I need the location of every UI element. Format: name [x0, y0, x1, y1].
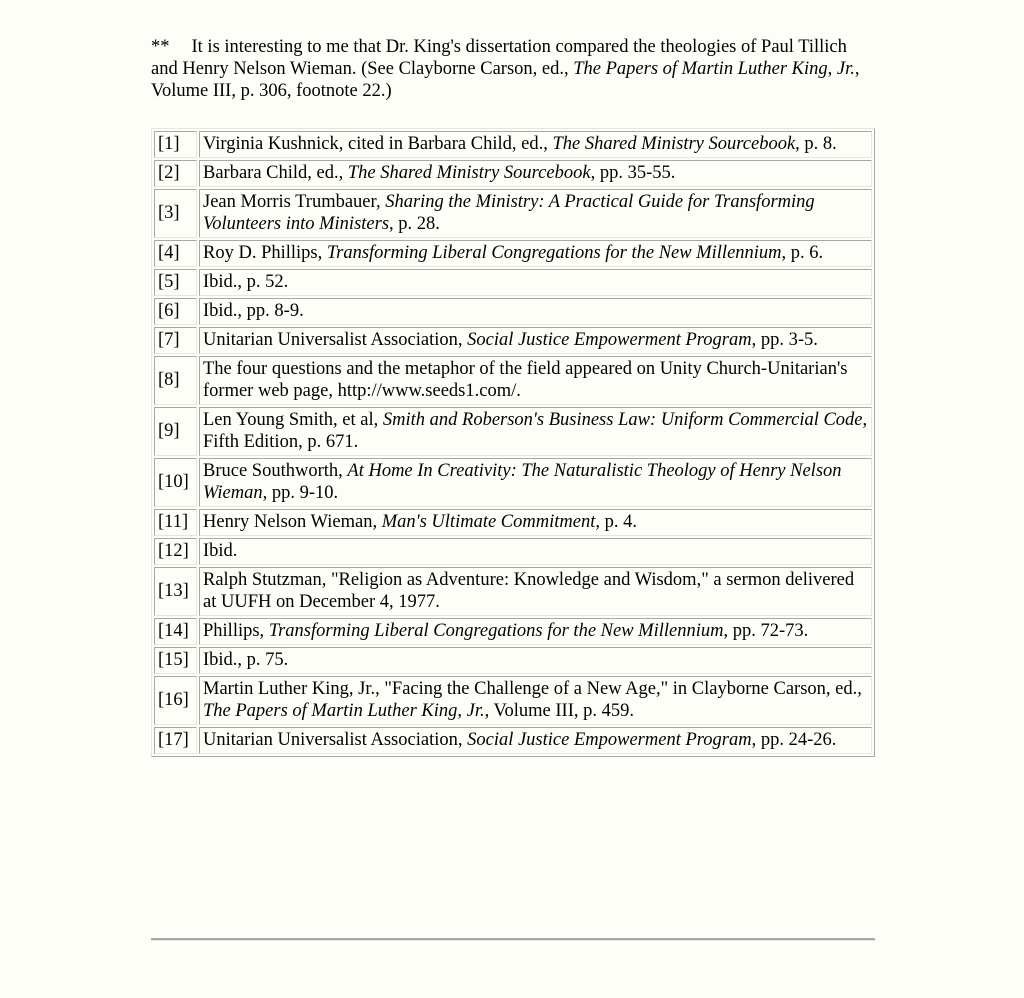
endnote-text	[199, 647, 872, 674]
endnote-row	[154, 647, 872, 674]
endnote-text	[199, 676, 872, 725]
horizontal-rule	[151, 938, 875, 941]
endnotes-table	[151, 128, 875, 757]
text-run: Barbara Child, ed.,	[203, 163, 348, 183]
italic-title: The Papers of Martin Luther King, Jr.	[573, 59, 855, 79]
endnote-text	[199, 131, 872, 158]
text-run: Bruce Southworth,	[203, 461, 348, 481]
text-run: Henry Nelson Wieman,	[203, 512, 382, 532]
endnote-number: [13]	[154, 567, 197, 616]
endnote-row	[154, 356, 872, 405]
footnote-marker: **	[151, 37, 170, 57]
endnote-text	[199, 269, 872, 296]
text-run: , Volume III, p. 306, footnote 22.)	[151, 59, 860, 101]
endnote-number: [16]	[154, 676, 197, 725]
text-run: Phillips,	[203, 621, 269, 641]
endnote-row	[154, 240, 872, 267]
italic-title: Social Justice Empowerment Program	[467, 330, 752, 350]
text-run: Ibid.	[203, 541, 238, 561]
text-run: , p. 8.	[795, 134, 837, 154]
endnote-row	[154, 538, 872, 565]
endnote-text	[199, 298, 872, 325]
endnote-row	[154, 189, 872, 238]
text-run: , p. 6.	[781, 243, 824, 263]
endnote-number: [9]	[154, 407, 197, 456]
endnote-row	[154, 458, 872, 507]
endnote-row	[154, 509, 872, 536]
endnote-number: [15]	[154, 647, 197, 674]
text-run: Martin Luther King, Jr., "Facing the Challenge of a New Age," in Clayborne Carson, ed.,	[203, 679, 862, 699]
endnote-number: [17]	[154, 727, 197, 754]
endnote-number: [14]	[154, 618, 197, 645]
endnote-text	[199, 538, 872, 565]
intro-footnote	[151, 36, 871, 102]
endnote-text	[199, 356, 872, 405]
endnote-text	[199, 240, 872, 267]
endnote-number: [7]	[154, 327, 197, 354]
text-run: , pp. 9-10.	[262, 483, 339, 503]
endnote-row	[154, 618, 872, 645]
text-run: Jean Morris Trumbauer,	[203, 192, 386, 212]
endnote-text	[199, 458, 872, 507]
endnote-text	[199, 618, 872, 645]
text-run: Ralph Stutzman, "Religion as Adventure: Knowledge and Wisdom," a sermon delivered at UUFH on December 4, 1977.	[203, 570, 855, 612]
italic-title: The Shared Ministry Sourcebook	[552, 134, 796, 154]
text-run: Unitarian Universalist Association,	[203, 330, 468, 350]
italic-title: Transforming Liberal Congregations for the New Millennium	[268, 621, 724, 641]
text-run: , pp. 3-5.	[751, 330, 818, 350]
endnote-text	[199, 189, 872, 238]
endnote-number: [11]	[154, 509, 197, 536]
endnote-number: [6]	[154, 298, 197, 325]
text-run: , Fifth Edition, p. 671.	[203, 410, 868, 452]
endnote-number: [5]	[154, 269, 197, 296]
endnote-text	[199, 567, 872, 616]
endnote-row	[154, 160, 872, 187]
italic-title: The Papers of Martin Luther King, Jr.	[203, 701, 485, 721]
italic-title: Sharing the Ministry: A Practical Guide for Transforming Volunteers into Ministers	[203, 192, 815, 234]
endnote-row	[154, 269, 872, 296]
endnote-number: [2]	[154, 160, 197, 187]
italic-title: Social Justice Empowerment Program	[467, 730, 752, 750]
italic-title: At Home In Creativity: The Naturalistic Theology of Henry Nelson Wieman	[203, 461, 842, 503]
text-run: Ibid., p. 75.	[203, 650, 289, 670]
text-run: Ibid., pp. 8-9.	[203, 301, 304, 321]
italic-title: Smith and Roberson's Business Law: Uniform Commercial Code	[382, 410, 863, 430]
text-run: Unitarian Universalist Association,	[203, 730, 468, 750]
endnote-row	[154, 407, 872, 456]
endnote-number: [1]	[154, 131, 197, 158]
endnote-text	[199, 407, 872, 456]
text-run: , p. 4.	[595, 512, 637, 532]
endnote-row	[154, 327, 872, 354]
text-run: Len Young Smith, et al,	[203, 410, 383, 430]
footnote-text	[151, 37, 860, 101]
italic-title: The Shared Ministry Sourcebook	[347, 163, 591, 183]
endnote-number: [3]	[154, 189, 197, 238]
endnote-row	[154, 567, 872, 616]
endnote-row	[154, 298, 872, 325]
text-run: , Volume III, p. 459.	[484, 701, 634, 721]
endnote-row	[154, 131, 872, 158]
text-run: , pp. 72-73.	[723, 621, 809, 641]
endnote-number: [12]	[154, 538, 197, 565]
endnote-row	[154, 727, 872, 754]
text-run: , p. 28.	[389, 214, 440, 234]
text-run: , pp. 35-55.	[590, 163, 676, 183]
text-run: Ibid., p. 52.	[203, 272, 289, 292]
endnote-text	[199, 160, 872, 187]
text-run: The four questions and the metaphor of the field appeared on Unity Church-Unitarian's former web page, http://www.seeds1.com/.	[203, 359, 848, 401]
endnote-number: [4]	[154, 240, 197, 267]
text-run: Virginia Kushnick, cited in Barbara Child, ed.,	[203, 134, 553, 154]
text-run: Roy D. Phillips,	[203, 243, 327, 263]
text-run: , pp. 24-26.	[751, 730, 837, 750]
italic-title: Man's Ultimate Commitment	[381, 512, 596, 532]
endnote-text	[199, 727, 872, 754]
italic-title: Transforming Liberal Congregations for the New Millennium	[326, 243, 782, 263]
text-run: It is interesting to me that Dr. King's dissertation compared the theologies of Paul Tillich and Henry Nelson Wieman. (See Clayborne Carson, ed.,	[151, 37, 847, 79]
endnote-number: [10]	[154, 458, 197, 507]
endnote-number: [8]	[154, 356, 197, 405]
endnote-text	[199, 327, 872, 354]
endnote-row	[154, 676, 872, 725]
endnote-text	[199, 509, 872, 536]
